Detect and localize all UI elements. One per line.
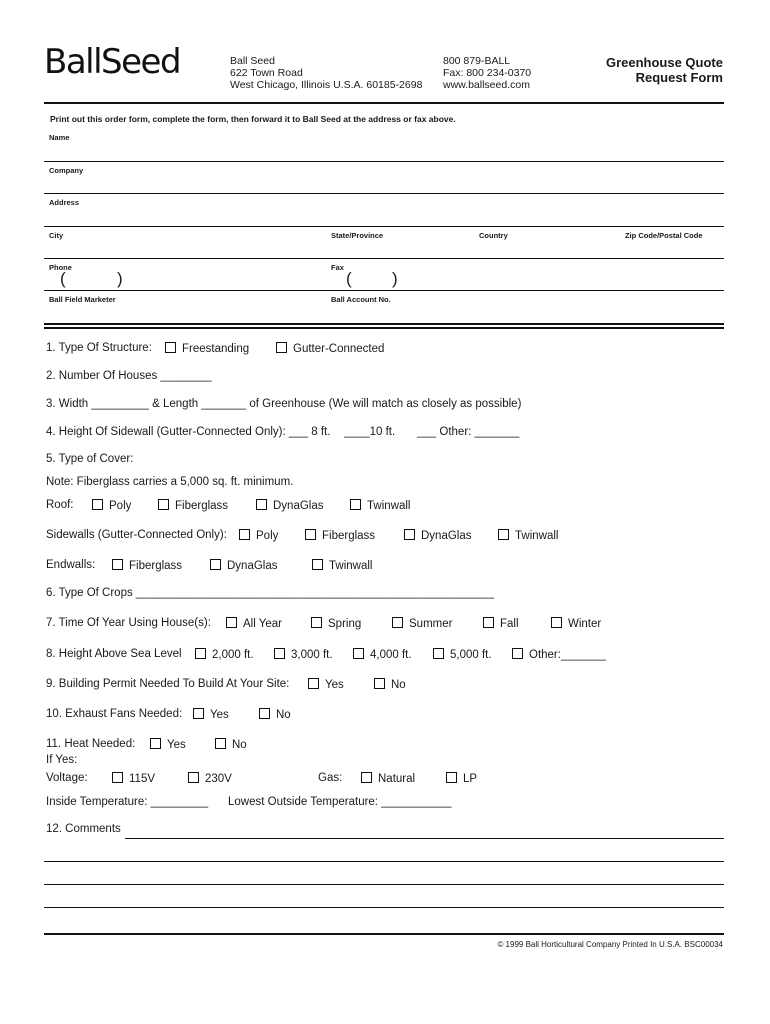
checkbox-box[interactable]	[193, 708, 204, 719]
divider	[44, 327, 724, 329]
230v-checkbox[interactable]	[188, 772, 232, 785]
option-label: Natural	[378, 773, 416, 785]
sidewalls-poly-checkbox[interactable]	[239, 529, 278, 542]
account-label: Ball Account No.	[331, 295, 391, 304]
fans-yes-checkbox[interactable]	[193, 708, 229, 721]
if-yes-label: If Yes:	[46, 754, 78, 766]
footer-copyright: © 1999 Ball Horticultural Company Printed In U.S.A. BSC00034	[497, 940, 723, 949]
option-label: Freestanding	[182, 343, 250, 355]
divider	[44, 323, 724, 325]
option-label: Twinwall	[367, 500, 411, 512]
option-label: Fiberglass	[129, 560, 183, 572]
checkbox-box[interactable]	[210, 559, 221, 570]
q2-label: 2. Number Of Houses ________	[46, 370, 212, 382]
checkbox-box[interactable]	[361, 772, 372, 783]
address-field-line[interactable]	[44, 226, 724, 227]
city-field-line[interactable]	[44, 258, 724, 259]
option-label: Twinwall	[515, 530, 559, 542]
2000ft-checkbox[interactable]	[195, 648, 254, 661]
option-label: Poly	[256, 530, 279, 542]
checkbox-box[interactable]	[353, 648, 364, 659]
roof-poly-checkbox[interactable]	[92, 499, 131, 512]
q8-label: 8. Height Above Sea Level	[46, 648, 182, 660]
title-line: Greenhouse Quote	[605, 55, 723, 70]
winter-checkbox[interactable]	[551, 617, 601, 630]
option-label: 4,000 ft.	[370, 649, 412, 661]
sidewalls-dynaglas-checkbox[interactable]	[404, 529, 472, 542]
phone-label: Phone	[49, 263, 72, 272]
phone-area-open: (	[60, 269, 66, 288]
option-label: Other:_______	[529, 649, 606, 661]
phone-field-line[interactable]	[44, 290, 724, 291]
checkbox-box[interactable]	[392, 617, 403, 628]
title-line: Request Form	[635, 70, 723, 85]
checkbox-box[interactable]	[551, 617, 562, 628]
4000ft-checkbox[interactable]	[353, 648, 412, 661]
endwalls-twinwall-checkbox[interactable]	[312, 559, 372, 572]
company-contact	[443, 55, 531, 91]
q12-label: 12. Comments	[46, 823, 121, 835]
comments-line[interactable]	[44, 884, 724, 885]
marketer-label: Ball Field Marketer	[49, 295, 116, 304]
checkbox-box[interactable]	[150, 738, 161, 749]
heat-no-checkbox[interactable]	[215, 738, 247, 751]
name-label: Name	[49, 133, 70, 142]
checkbox-box[interactable]	[165, 342, 176, 353]
all-year-checkbox[interactable]	[226, 617, 282, 630]
option-label: LP	[463, 773, 478, 785]
checkbox-box[interactable]	[512, 648, 523, 659]
checkbox-box[interactable]	[374, 678, 385, 689]
website: www.ballseed.com	[443, 79, 530, 91]
option-label: Fiberglass	[322, 530, 376, 542]
form-title	[606, 55, 723, 85]
checkbox-box[interactable]	[433, 648, 444, 659]
endwalls-fiberglass-checkbox[interactable]	[112, 559, 182, 572]
option-label: All Year	[243, 618, 283, 630]
5000ft-checkbox[interactable]	[433, 648, 492, 661]
endwalls-dynaglas-checkbox[interactable]	[210, 559, 278, 572]
checkbox-box[interactable]	[308, 678, 319, 689]
other-height-checkbox[interactable]	[512, 648, 606, 661]
checkbox-box[interactable]	[215, 738, 226, 749]
instructions: Print out this order form, complete the form, then forward it to Ball Seed at the address or fax above.	[50, 114, 456, 124]
city-label: City	[49, 231, 64, 240]
outside-temp-label: Lowest Outside Temperature: ___________	[228, 796, 452, 808]
address-label: Address	[49, 198, 80, 207]
roof-dynaglas-checkbox[interactable]	[256, 499, 324, 512]
option-label: Yes	[167, 739, 186, 751]
gutter-connected-checkbox[interactable]	[276, 342, 384, 355]
checkbox-box[interactable]	[305, 529, 316, 540]
phone-area-close: )	[117, 269, 123, 288]
natural-gas-checkbox[interactable]	[361, 772, 415, 785]
q6-label: 6. Type Of Crops ________________________________________________________	[46, 587, 495, 599]
freestanding-checkbox[interactable]	[165, 342, 249, 355]
checkbox-box[interactable]	[483, 617, 494, 628]
permit-no-checkbox[interactable]	[374, 678, 406, 691]
divider	[44, 933, 724, 935]
q4-10ft: ____10 ft.	[344, 426, 396, 438]
q5-label: 5. Type of Cover:	[46, 453, 134, 465]
option-label: 230V	[205, 773, 232, 785]
option-label: Winter	[568, 618, 602, 630]
option-label: Gutter-Connected	[293, 343, 385, 355]
heat-yes-checkbox[interactable]	[150, 738, 186, 751]
checkbox-box[interactable]	[92, 499, 103, 510]
checkbox-box[interactable]	[404, 529, 415, 540]
fall-checkbox[interactable]	[483, 617, 519, 630]
option-label: No	[276, 709, 291, 721]
checkbox-box[interactable]	[256, 499, 267, 510]
phone-number: 800 879-BALL	[443, 55, 511, 67]
address-line: 622 Town Road	[230, 67, 303, 79]
voltage-label: Voltage:	[46, 772, 88, 784]
endwalls-label: Endwalls:	[46, 559, 96, 571]
option-label: No	[232, 739, 247, 751]
roof-twinwall-checkbox[interactable]	[350, 499, 410, 512]
checkbox-box[interactable]	[188, 772, 199, 783]
option-label: Twinwall	[329, 560, 373, 572]
spring-checkbox[interactable]	[311, 617, 361, 630]
q5-note: Note: Fiberglass carries a 5,000 sq. ft. minimum.	[46, 476, 294, 488]
checkbox-box[interactable]	[158, 499, 169, 510]
checkbox-box[interactable]	[312, 559, 323, 570]
option-label: Poly	[109, 500, 132, 512]
q11-label: 11. Heat Needed:	[46, 738, 136, 750]
checkbox-box[interactable]	[350, 499, 361, 510]
option-label: DynaGlas	[421, 530, 472, 542]
fans-no-checkbox[interactable]	[259, 708, 291, 721]
gas-label: Gas:	[318, 772, 343, 784]
3000ft-checkbox[interactable]	[274, 648, 333, 661]
address-line: Ball Seed	[230, 55, 275, 67]
option-label: 5,000 ft.	[450, 649, 492, 661]
option-label: Fall	[500, 618, 519, 630]
option-label: DynaGlas	[273, 500, 324, 512]
divider	[44, 102, 724, 104]
comments-line[interactable]	[44, 907, 724, 908]
company-label: Company	[49, 166, 84, 175]
option-label: Spring	[328, 618, 362, 630]
inside-temp-label: Inside Temperature: _________	[46, 796, 209, 808]
sidewalls-label: Sidewalls (Gutter-Connected Only):	[46, 529, 227, 541]
checkbox-box[interactable]	[112, 559, 123, 570]
q4-other: ___ Other: _______	[417, 426, 520, 438]
q3-label: 3. Width _________ & Length _______ of Greenhouse (We will match as closely as possible)	[46, 398, 522, 410]
permit-yes-checkbox[interactable]	[308, 678, 344, 691]
q9-label: 9. Building Permit Needed To Build At Your Site:	[46, 678, 290, 690]
address-line: West Chicago, Illinois U.S.A. 60185-2698	[230, 79, 423, 91]
option-label: Summer	[409, 618, 453, 630]
option-label: 3,000 ft.	[291, 649, 333, 661]
lp-gas-checkbox[interactable]	[446, 772, 477, 785]
option-label: 115V	[129, 773, 156, 785]
roof-label: Roof:	[46, 499, 74, 511]
sidewalls-fiberglass-checkbox[interactable]	[305, 529, 375, 542]
fax-area-open: (	[346, 269, 352, 288]
fax-number: Fax: 800 234-0370	[443, 67, 532, 79]
option-label: Fiberglass	[175, 500, 229, 512]
roof-fiberglass-checkbox[interactable]	[158, 499, 228, 512]
checkbox-box[interactable]	[276, 342, 287, 353]
q4-label: 4. Height Of Sidewall (Gutter-Connected Only): ___ 8 ft.	[46, 426, 331, 438]
option-label: No	[391, 679, 406, 691]
company-address	[230, 55, 422, 91]
q7-label: 7. Time Of Year Using House(s):	[46, 617, 211, 629]
checkbox-box[interactable]	[274, 648, 285, 659]
logo-text: BallSeed	[44, 42, 181, 82]
checkbox-box[interactable]	[498, 529, 509, 540]
state-label: State/Province	[331, 231, 384, 240]
checkbox-box[interactable]	[112, 772, 123, 783]
ball-seed-logo	[44, 42, 180, 82]
option-label: Yes	[210, 709, 229, 721]
checkbox-box[interactable]	[195, 648, 206, 659]
checkbox-box[interactable]	[446, 772, 457, 783]
checkbox-box[interactable]	[226, 617, 237, 628]
name-field-line[interactable]	[44, 161, 724, 162]
fax-label: Fax	[331, 263, 344, 272]
fax-area-close: )	[392, 269, 398, 288]
q10-label: 10. Exhaust Fans Needed:	[46, 708, 183, 720]
option-label: DynaGlas	[227, 560, 278, 572]
zip-label: Zip Code/Postal Code	[625, 231, 703, 240]
comments-line[interactable]	[44, 861, 724, 862]
checkbox-box[interactable]	[239, 529, 250, 540]
sidewalls-twinwall-checkbox[interactable]	[498, 529, 558, 542]
option-label: Yes	[325, 679, 344, 691]
summer-checkbox[interactable]	[392, 617, 452, 630]
115v-checkbox[interactable]	[112, 772, 155, 785]
company-field-line[interactable]	[44, 193, 724, 194]
comments-line[interactable]	[125, 838, 724, 839]
q1-label: 1. Type Of Structure:	[46, 342, 152, 354]
checkbox-box[interactable]	[259, 708, 270, 719]
checkbox-box[interactable]	[311, 617, 322, 628]
country-label: Country	[479, 231, 508, 240]
option-label: 2,000 ft.	[212, 649, 254, 661]
